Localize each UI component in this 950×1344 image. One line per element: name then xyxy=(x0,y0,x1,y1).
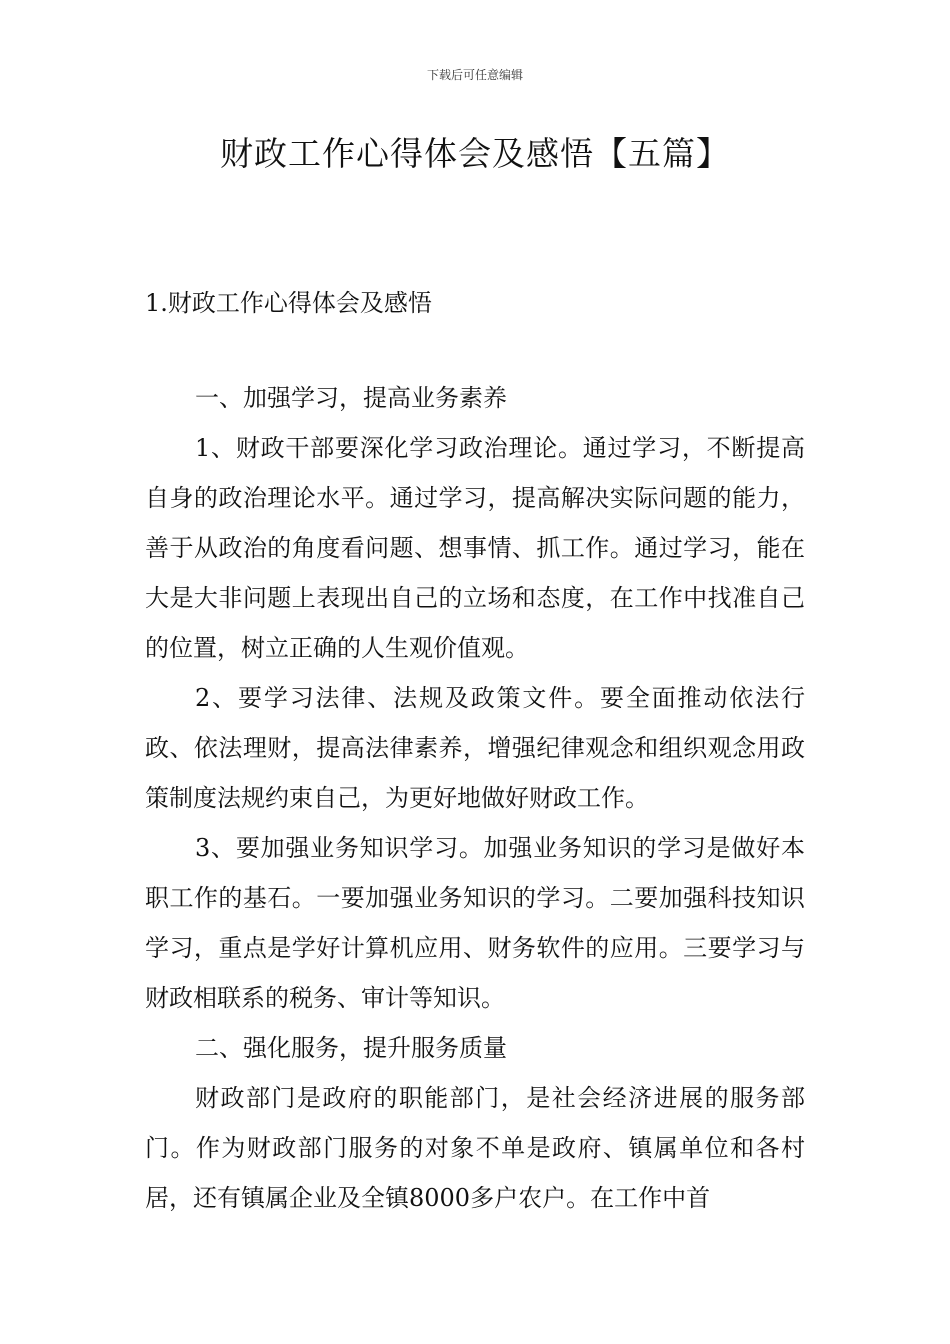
paragraph-laws-regulations: 2、要学习法律、法规及政策文件。要全面推动依法行政、依法理财，提高法律素养，增强纪律观念和组织观念用政策制度法规约束自己，为更好地做好财政工作。 xyxy=(145,684,805,812)
subheading-strengthen-learning: 一、加强学习，提高业务素养 xyxy=(195,384,507,412)
subheading-strengthen-service: 二、强化服务，提升服务质量 xyxy=(195,1034,507,1062)
paragraph-political-theory: 1、财政干部要深化学习政治理论。通过学习，不断提高自身的政治理论水平。通过学习，提高解决实际问题的能力，善于从政治的角度看问题、想事情、抓工作。通过学习，能在大是大非问题上表现出自己的立场和态度，在工作中找准自己的位置，树立正确的人生观价值观。 xyxy=(145,434,805,662)
document-body xyxy=(145,373,805,1223)
header-note: 下载后可任意编辑 xyxy=(426,68,523,82)
document-title: 财政工作心得体会及感悟【五篇】 xyxy=(220,134,730,173)
paragraph-finance-department: 财政部门是政府的职能部门，是社会经济进展的服务部门。作为财政部门服务的对象不单是政府、镇属单位和各村居，还有镇属企业及全镇8000多户农户。在工作中首 xyxy=(145,1084,805,1212)
section-heading: 1.财政工作心得体会及感悟 xyxy=(145,289,432,317)
paragraph-business-knowledge: 3、要加强业务知识学习。加强业务知识的学习是做好本职工作的基石。一要加强业务知识的学习。二要加强科技知识学习，重点是学好计算机应用、财务软件的应用。三要学习与财政相联系的税务、审计等知识。 xyxy=(145,834,805,1012)
